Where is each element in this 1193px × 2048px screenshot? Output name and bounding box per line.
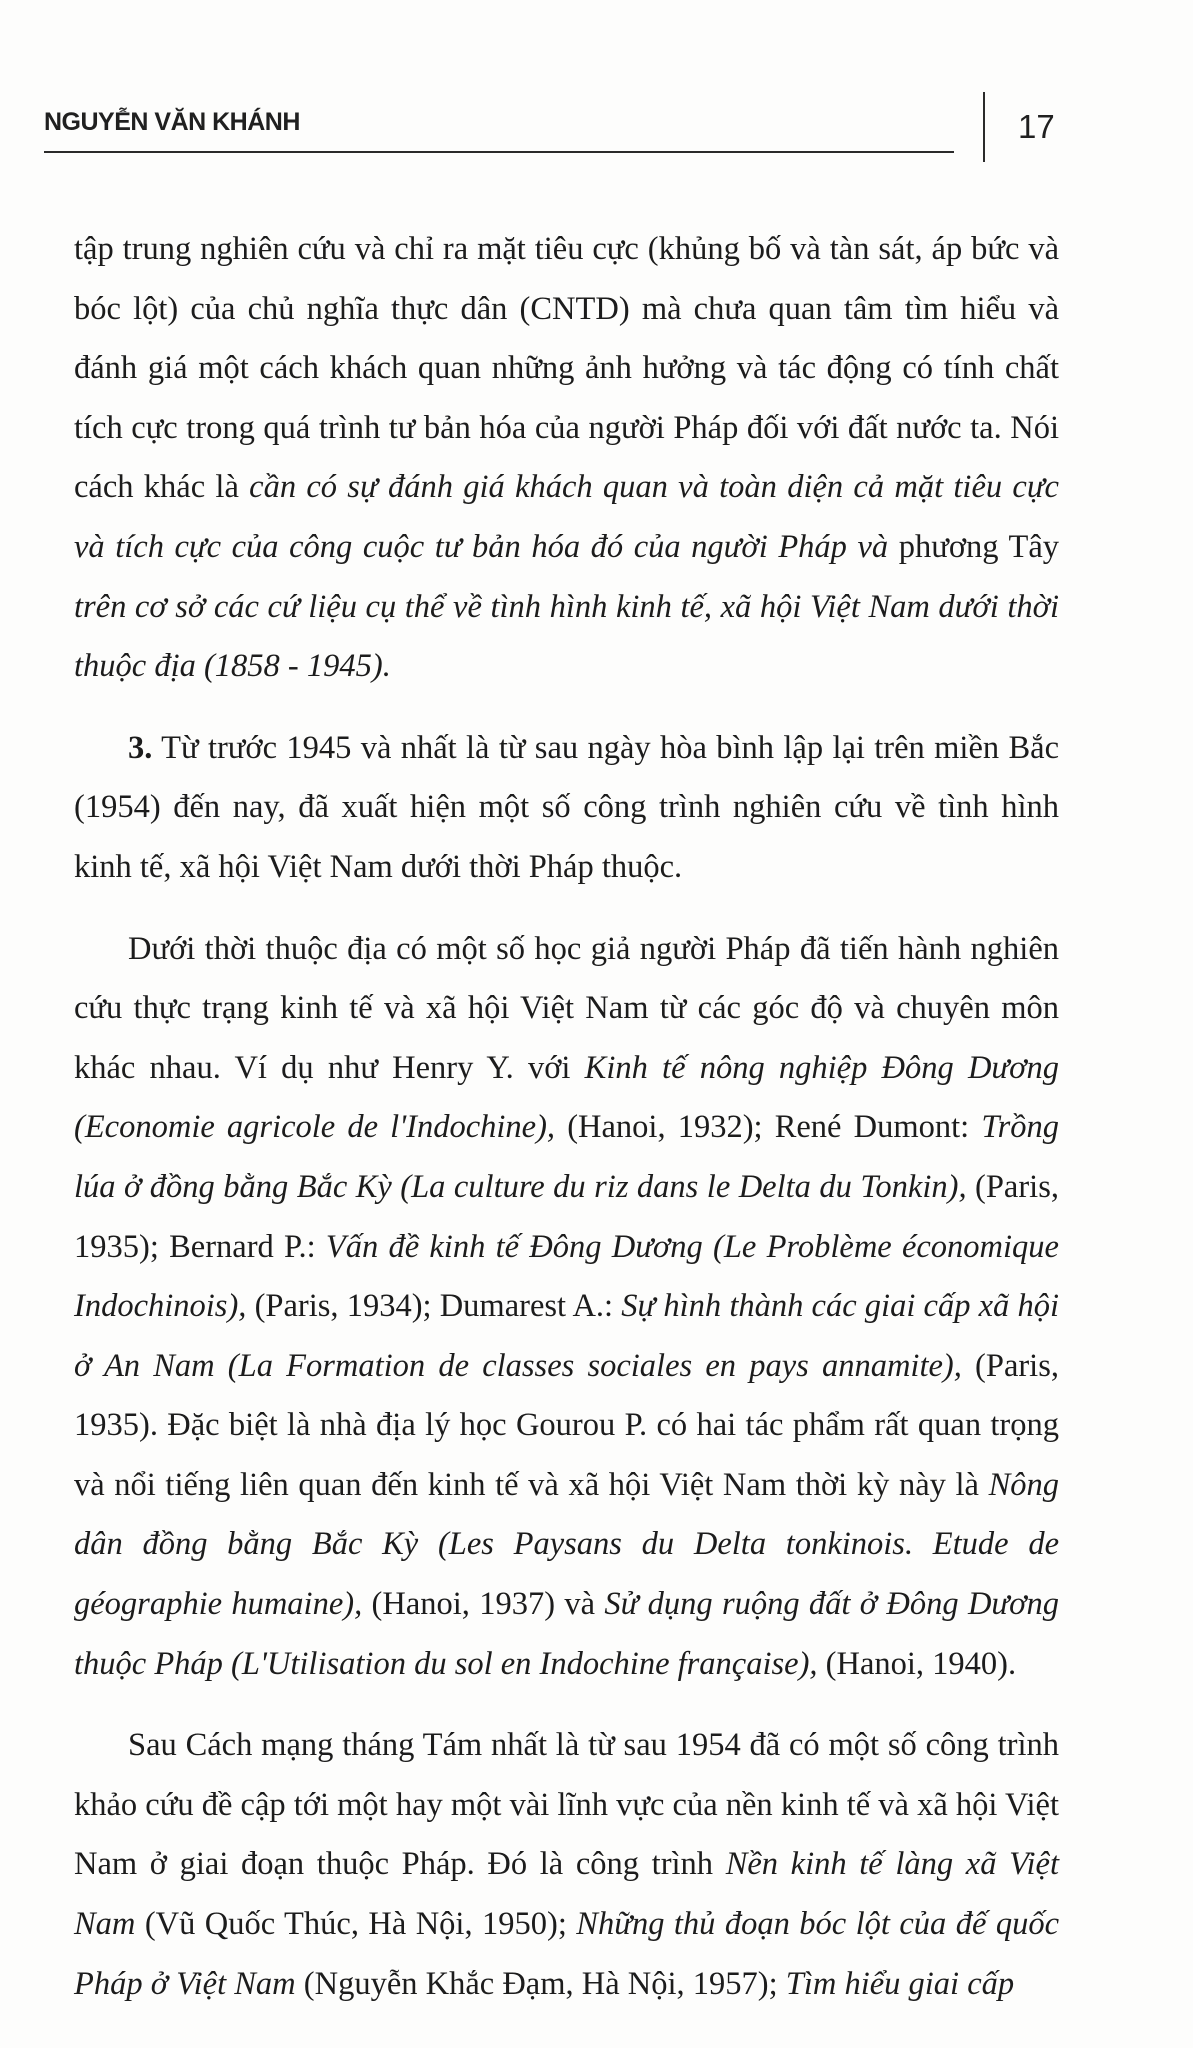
text-run: (Hanoi, 1932); René Dumont: xyxy=(555,1109,982,1146)
page-number: 17 xyxy=(1018,108,1055,145)
italic-run: Vấn đề kinh tế Đông Dương (Le Problème économique Indochinois), xyxy=(74,1228,1059,1325)
paragraph-2 xyxy=(74,719,1059,898)
italic-run: Nền kinh tế làng xã Việt Nam xyxy=(74,1846,1059,1943)
italic-run: trên cơ sở các cứ liệu cụ thể về tình hình kinh tế, xã hội Việt Nam dưới thời thuộc địa (1858 - 1945). xyxy=(74,588,1059,685)
text-run: Dưới thời thuộc địa có một số học giả người Pháp đã tiến hành nghiên cứu thực trạng kinh tế và xã hội Việt Nam từ các góc độ và chuyên môn khác nhau. Ví dụ như Henry Y. với xyxy=(74,930,1059,1086)
text-run: (Paris, 1935); Bernard P.: xyxy=(74,1168,1059,1265)
italic-run: Sự hình thành các giai cấp xã hội ở An Nam (La Formation de classes sociales en pays annamite), xyxy=(74,1288,1060,1384)
text-run: Sau Cách mạng tháng Tám nhất là từ sau 1954 đã có một số công trình khảo cứu đề cập tới một hay một vài lĩnh vực của nền kinh tế và xã hội Việt Nam ở giai đoạn thuộc Pháp. Đó là công trình xyxy=(74,1727,1059,1883)
italic-run: Sử dụng ruộng đất ở Đông Dương thuộc Pháp (L'Utilisation du sol en Indochine française), xyxy=(74,1586,1060,1682)
header-divider xyxy=(983,92,985,162)
italic-run: Tìm hiểu giai cấp xyxy=(785,1965,1015,2002)
paragraph-1 xyxy=(74,220,1059,697)
text-run: phương Tây xyxy=(888,528,1059,565)
running-head: NGUYỄN VĂN KHÁNH xyxy=(44,108,300,136)
italic-run: Trồng lúa ở đồng bằng Bắc Kỳ (La culture du riz dans le Delta du Tonkin), xyxy=(74,1109,1060,1205)
text-run: (Hanoi, 1940). xyxy=(817,1645,1017,1682)
italic-run: Kinh tế nông nghiệp Đông Dương (Economie agricole de l'Indochine), xyxy=(74,1049,1059,1146)
text-run: (Hanoi, 1937) và xyxy=(362,1586,605,1623)
paragraph-3 xyxy=(74,920,1059,1695)
section-number: 3. xyxy=(128,729,153,766)
header-rule xyxy=(44,151,954,153)
paragraph-4 xyxy=(74,1716,1059,2014)
italic-run: cần có sự đánh giá khách quan và toàn diện cả mặt tiêu cực và tích cực của công cuộc tư bản hóa đó của người Pháp và xyxy=(74,469,1059,565)
body-text xyxy=(74,220,1059,2014)
text-run: tập trung nghiên cứu và chỉ ra mặt tiêu cực (khủng bố và tàn sát, áp bức và bóc lột) của chủ nghĩa thực dân (CNTD) mà chưa quan tâm tìm hiểu và đánh giá một cách khách quan những ảnh hưởng và tác động có tính chất tích cực trong quá trình tư bản hóa của người Pháp đối với đất nước ta. Nói cách khác là xyxy=(74,231,1059,506)
text-run: Từ trước 1945 và nhất là từ sau ngày hòa bình lập lại trên miền Bắc (1954) đến nay, đã xuất hiện một số công trình nghiên cứu về tình hình kinh tế, xã hội Việt Nam dưới thời Pháp thuộc. xyxy=(74,729,1059,885)
text-run: (Paris, 1934); Dumarest A.: xyxy=(246,1288,622,1325)
italic-run: Những thủ đoạn bóc lột của đế quốc Pháp ở Việt Nam xyxy=(74,1906,1059,2002)
text-run: (Paris, 1935). Đặc biệt là nhà địa lý học Gourou P. có hai tác phẩm rất quan trọng và nổi tiếng liên quan đến kinh tế và xã hội Việt Nam thời kỳ này là xyxy=(74,1347,1059,1503)
italic-run: Nông dân đồng bằng Bắc Kỳ (Les Paysans du Delta tonkinois. Etude de géographie humaine), xyxy=(74,1466,1059,1623)
text-run: (Vũ Quốc Thúc, Hà Nội, 1950); xyxy=(135,1906,577,1943)
text-run: (Nguyễn Khắc Đạm, Hà Nội, 1957); xyxy=(295,1965,786,2002)
